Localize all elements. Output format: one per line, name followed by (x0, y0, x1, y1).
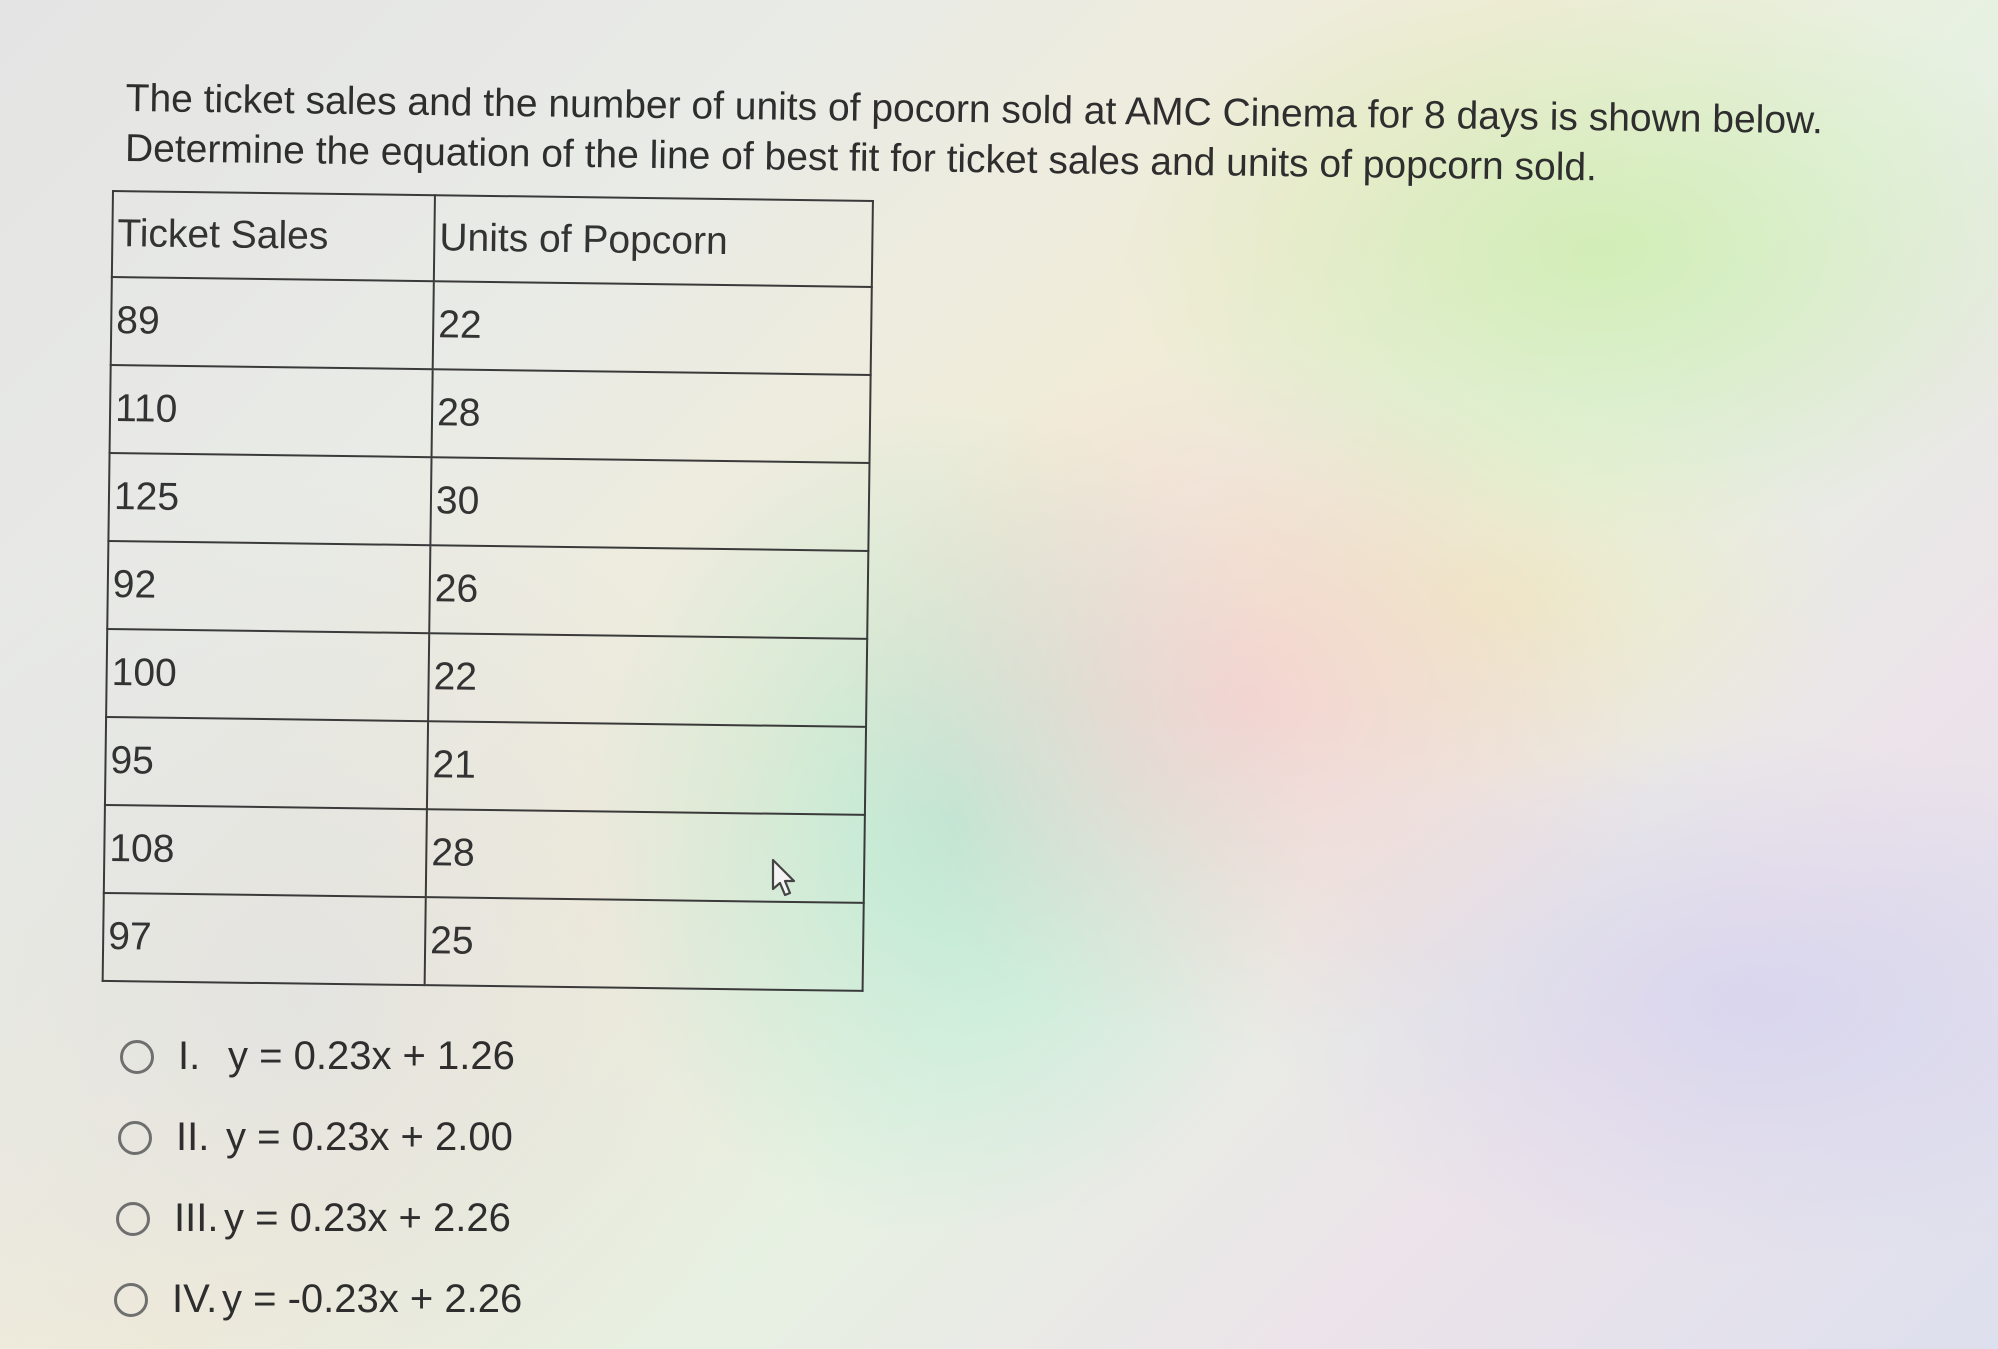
ticket-sales-cell: 125 (108, 453, 431, 545)
ticket-sales-cell: 110 (110, 365, 433, 457)
radio-circle-icon[interactable] (116, 1202, 150, 1236)
option-equation: y = -0.23x + 2.26 (222, 1277, 523, 1321)
answer-options (120, 1016, 920, 1340)
header-ticket-sales: Ticket Sales (112, 191, 435, 281)
radio-circle-icon[interactable] (114, 1283, 148, 1317)
question-text (125, 74, 1986, 198)
table-row (103, 893, 864, 991)
question-line-1: The ticket sales and the number of units of pocorn sold at AMC Cinema for 8 days is shown below. (125, 76, 1824, 143)
table-row (107, 541, 868, 639)
table-row (111, 277, 872, 375)
table-header-row (112, 191, 873, 287)
table-row (108, 453, 869, 551)
units-of-popcorn-cell: 21 (427, 721, 866, 815)
option-numeral: I. (178, 1034, 201, 1078)
option-numeral: II. (176, 1115, 210, 1159)
option-ii[interactable] (118, 1097, 920, 1178)
table-row (105, 717, 866, 815)
units-of-popcorn-cell: 22 (428, 633, 867, 727)
radio-circle-icon[interactable] (120, 1040, 154, 1074)
option-i[interactable] (120, 1016, 920, 1097)
header-units-of-popcorn: Units of Popcorn (434, 195, 873, 287)
option-numeral: III. (174, 1196, 219, 1240)
ticket-sales-cell: 97 (103, 893, 426, 985)
option-iv[interactable] (114, 1259, 920, 1340)
units-of-popcorn-cell: 30 (430, 457, 869, 551)
option-equation: y = 0.23x + 2.00 (226, 1115, 513, 1159)
ticket-sales-cell: 89 (111, 277, 434, 369)
radio-circle-icon[interactable] (118, 1121, 152, 1155)
option-iii[interactable] (116, 1178, 920, 1259)
table-row (106, 629, 867, 727)
data-table (102, 190, 874, 992)
units-of-popcorn-cell: 25 (425, 897, 864, 991)
ticket-sales-cell: 100 (106, 629, 429, 721)
units-of-popcorn-cell: 28 (432, 369, 871, 463)
units-of-popcorn-cell: 26 (429, 545, 868, 639)
ticket-sales-cell: 108 (104, 805, 427, 897)
question-line-2: Determine the equation of the line of best fit for ticket sales and units of popcorn sold. (124, 126, 1598, 190)
units-of-popcorn-cell: 28 (426, 809, 865, 903)
mouse-pointer-icon (770, 858, 798, 898)
units-of-popcorn-cell: 22 (433, 281, 872, 375)
option-numeral: IV. (172, 1277, 218, 1321)
table-row (104, 805, 865, 903)
option-equation: y = 0.23x + 2.26 (224, 1196, 511, 1240)
ticket-sales-cell: 95 (105, 717, 428, 809)
table-row (110, 365, 871, 463)
option-equation: y = 0.23x + 1.26 (228, 1034, 515, 1078)
ticket-sales-cell: 92 (107, 541, 430, 633)
